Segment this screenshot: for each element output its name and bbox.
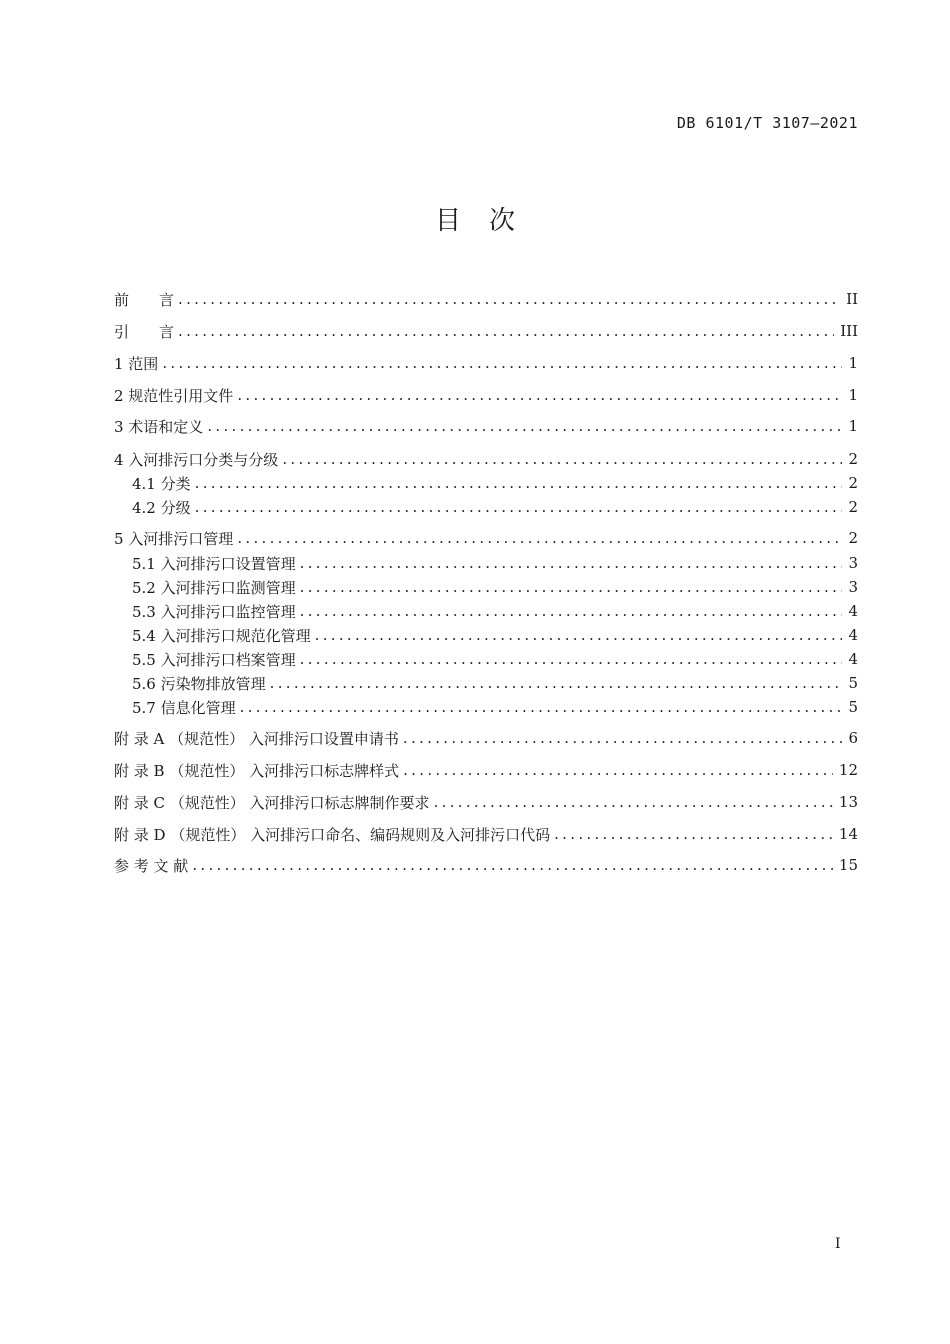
toc-entry[interactable] [132, 471, 858, 495]
toc-leader-dots [300, 602, 843, 620]
toc-entry-label: 5.4 入河排污口规范化管理 [132, 626, 311, 645]
toc-leader-dots [237, 529, 842, 547]
toc-entry-page: III [840, 322, 858, 340]
toc-leader-dots [192, 856, 833, 874]
toc-entry-label: 附 录 C （规范性） 入河排污口标志牌制作要求 [114, 793, 430, 812]
toc-entry-page: 2 [848, 450, 858, 468]
toc-entry-label: 附 录 B （规范性） 入河排污口标志牌样式 [114, 761, 400, 780]
toc-entry[interactable] [132, 599, 858, 623]
toc-entry-label: 5.1 入河排污口设置管理 [132, 554, 296, 573]
toc-entry[interactable] [114, 790, 858, 814]
toc-entry[interactable] [114, 319, 858, 343]
toc-entry[interactable] [132, 695, 858, 719]
toc-entry-label: 4.2 分级 [132, 498, 191, 517]
toc-entry[interactable] [114, 853, 858, 877]
toc-leader-dots [195, 474, 843, 492]
toc-leader-dots [195, 498, 843, 516]
toc-entry-label: 5.6 污染物排放管理 [132, 674, 266, 693]
toc-leader-dots [178, 290, 840, 308]
toc-entry-page: 13 [838, 793, 858, 811]
toc-leader-dots [554, 825, 833, 843]
toc-entry[interactable] [114, 287, 858, 311]
toc-entry-label: 5.3 入河排污口监控管理 [132, 602, 296, 621]
toc-entry-page: 4 [848, 650, 858, 668]
toc-entry-label: 5.7 信息化管理 [132, 698, 236, 717]
toc-leader-dots [282, 450, 842, 468]
toc-entry-label: 参 考 文 献 [114, 856, 189, 875]
toc-entry[interactable] [114, 414, 858, 438]
toc-entry-label: 1 范围 [114, 354, 159, 373]
toc-entry-page: 4 [848, 602, 858, 620]
toc-leader-dots [240, 698, 843, 716]
toc-entry-page: 14 [838, 825, 858, 843]
toc-entry-page: 5 [848, 674, 858, 692]
toc-entry-page: 5 [848, 698, 858, 716]
toc-entry-label: 4 入河排污口分类与分级 [114, 450, 279, 469]
toc-leader-dots [207, 417, 842, 435]
toc-entry-label: 附 录 A （规范性） 入河排污口设置申请书 [114, 729, 399, 748]
toc-entry-page: II [846, 290, 858, 308]
toc-entry-label: 引 言 [114, 322, 175, 341]
toc-entry-page: 4 [848, 626, 858, 644]
toc-entry-page: 12 [838, 761, 858, 779]
toc-leader-dots [270, 674, 843, 692]
page-title: 目次 [434, 206, 543, 236]
toc-entry[interactable] [132, 671, 858, 695]
standard-code: DB 6101/T 3107—2021 [676, 114, 858, 132]
toc-entry[interactable] [114, 383, 858, 407]
toc-leader-dots [403, 729, 843, 747]
toc-entry[interactable] [132, 647, 858, 671]
toc-entry-page: 3 [848, 578, 858, 596]
toc-entry-label: 5.2 入河排污口监测管理 [132, 578, 296, 597]
toc-entry-page: 1 [848, 417, 858, 435]
toc-entry[interactable] [114, 351, 858, 375]
toc-entry-label: 前 言 [114, 290, 175, 309]
toc-entry-label: 5 入河排污口管理 [114, 529, 234, 548]
toc-entry-page: 2 [848, 474, 858, 492]
toc-leader-dots [300, 578, 843, 596]
toc-leader-dots [300, 554, 843, 572]
toc-leader-dots [178, 322, 834, 340]
toc-entry-label: 5.5 入河排污口档案管理 [132, 650, 296, 669]
toc-entry-page: 1 [848, 386, 858, 404]
toc-leader-dots [315, 626, 843, 644]
toc-leader-dots [300, 650, 843, 668]
toc-entry-page: 1 [848, 354, 858, 372]
toc-entry-label: 3 术语和定义 [114, 417, 204, 436]
toc-entry-page: 2 [848, 529, 858, 547]
toc-leader-dots [403, 761, 833, 779]
toc-entry[interactable] [114, 822, 858, 846]
toc-entry[interactable] [114, 447, 858, 471]
toc-entry[interactable] [114, 526, 858, 550]
toc-entry[interactable] [114, 758, 858, 782]
toc-entry-page: 6 [848, 729, 858, 747]
toc-entry[interactable] [132, 495, 858, 519]
toc-entry-page: 15 [838, 856, 858, 874]
toc-entry[interactable] [114, 726, 858, 750]
toc-entry-label: 4.1 分类 [132, 474, 191, 493]
toc-leader-dots [162, 354, 842, 372]
toc-entry-page: 3 [848, 554, 858, 572]
page-number: I [835, 1236, 841, 1252]
toc-entry[interactable] [132, 575, 858, 599]
toc-leader-dots [434, 793, 833, 811]
toc-leader-dots [237, 386, 842, 404]
toc-entry[interactable] [132, 551, 858, 575]
toc-entry-page: 2 [848, 498, 858, 516]
toc-entry[interactable] [132, 623, 858, 647]
toc-entry-label: 2 规范性引用文件 [114, 386, 234, 405]
toc-entry-label: 附 录 D （规范性） 入河排污口命名、编码规则及入河排污口代码 [114, 825, 551, 844]
